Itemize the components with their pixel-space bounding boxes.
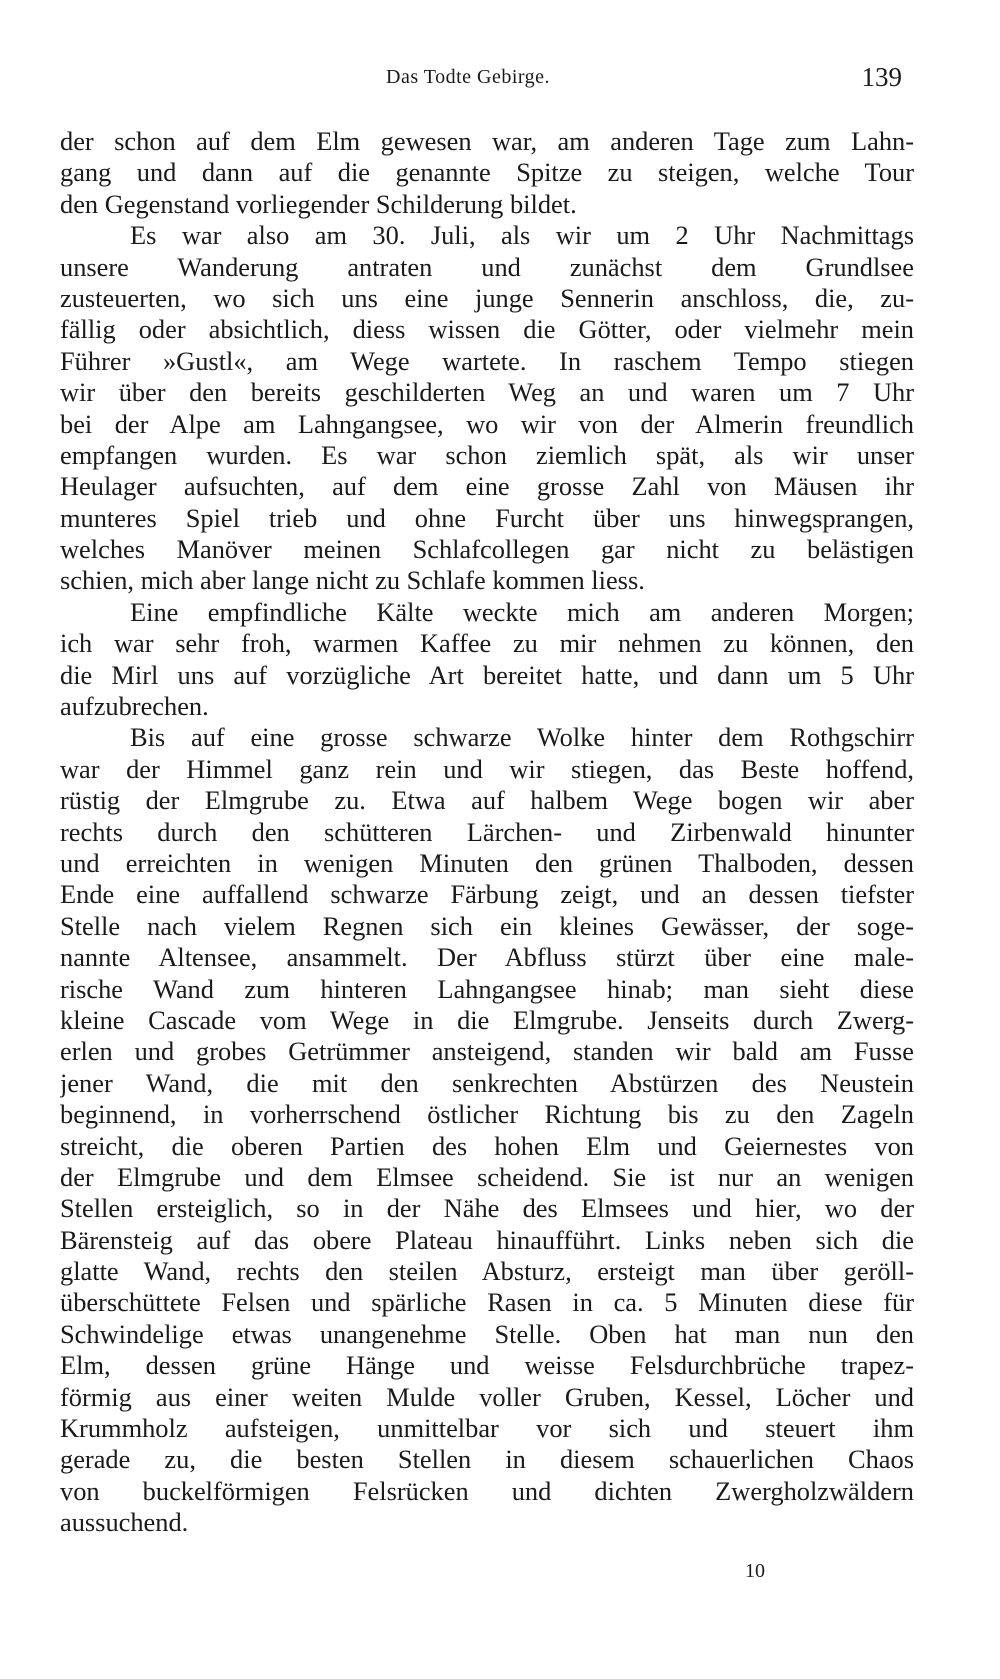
text-line: Ende eine auffallend schwarze Färbung zeigt, und an dessen tiefster: [60, 879, 914, 910]
text-line: förmig aus einer weiten Mulde voller Gruben, Kessel, Löcher und: [60, 1381, 914, 1412]
text-line: rechts durch den schütteren Lärchen- und Zirbenwald hinunter: [60, 816, 914, 847]
text-line: Stelle nach vielem Regnen sich ein kleines Gewässer, der soge-: [60, 910, 914, 941]
text-line: kleine Cascade vom Wege in die Elmgrube. Jenseits durch Zwerg-: [60, 1004, 914, 1035]
page-number: 139: [861, 62, 902, 92]
text-line: bei der Alpe am Lahngangsee, wo wir von der Almerin freundlich: [60, 408, 914, 439]
text-line: war der Himmel ganz rein und wir stiegen, das Beste hoffend,: [60, 753, 914, 784]
text-line: die Mirl uns auf vorzügliche Art bereitet hatte, und dann um 5 Uhr: [60, 659, 914, 690]
text-line: rüstig der Elmgrube zu. Etwa auf halbem Wege bogen wir aber: [60, 785, 914, 816]
text-line: glatte Wand, rechts den steilen Absturz, ersteigt man über geröll-: [60, 1256, 914, 1287]
text-line: ich war sehr froh, warmen Kaffee zu mir nehmen zu können, den: [60, 628, 914, 659]
text-line: fällig oder absichtlich, diess wissen die Götter, oder vielmehr mein: [60, 314, 914, 345]
text-line: Es war also am 30. Juli, als wir um 2 Uhr Nachmittags: [130, 220, 914, 251]
text-line: erlen und grobes Getrümmer ansteigend, standen wir bald am Fusse: [60, 1036, 914, 1067]
text-line: wir über den bereits geschilderten Weg an und waren um 7 Uhr: [60, 377, 914, 408]
signature-mark: 10: [745, 1560, 765, 1582]
text-line: Bärensteig auf das obere Plateau hinaufführt. Links neben sich die: [60, 1224, 914, 1255]
text-line: jener Wand, die mit den senkrechten Abstürzen des Neustein: [60, 1067, 914, 1098]
text-line: Heulager aufsuchten, auf dem eine grosse Zahl von Mäusen ihr: [60, 471, 914, 502]
body-text: [60, 126, 914, 1539]
text-line: gang und dann auf die genannte Spitze zu steigen, welche Tour: [60, 157, 914, 188]
text-line: der Elmgrube und dem Elmsee scheidend. Sie ist nur an wenigen: [60, 1161, 914, 1192]
text-line: Krummholz aufsteigen, unmittelbar vor sich und steuert ihm: [60, 1413, 914, 1444]
text-line: aufzubrechen.: [60, 691, 209, 722]
text-line: Schwindelige etwas unangenehme Stelle. Oben hat man nun den: [60, 1318, 914, 1349]
text-line: Eine empfindliche Kälte weckte mich am anderen Morgen;: [130, 596, 914, 627]
text-line: welches Manöver meinen Schlafcollegen gar nicht zu belästigen: [60, 534, 914, 565]
text-line: streicht, die oberen Partien des hohen Elm und Geiernestes von: [60, 1130, 914, 1161]
text-line: gerade zu, die besten Stellen in diesem schauerlichen Chaos: [60, 1444, 914, 1475]
text-line: rische Wand zum hinteren Lahngangsee hinab; man sieht diese: [60, 973, 914, 1004]
text-line: Bis auf eine grosse schwarze Wolke hinter dem Rothgschirr: [130, 722, 914, 753]
text-line: den Gegenstand vorliegender Schilderung bildet.: [60, 188, 577, 219]
text-line: der schon auf dem Elm gewesen war, am anderen Tage zum Lahn-: [60, 126, 914, 156]
text-line: empfangen wurden. Es war schon ziemlich spät, als wir unser: [60, 439, 914, 470]
text-line: Stellen ersteiglich, so in der Nähe des Elmsees und hier, wo der: [60, 1193, 914, 1224]
text-line: unsere Wanderung antraten und zunächst dem Grundlsee: [60, 251, 914, 282]
text-line: und erreichten in wenigen Minuten den grünen Thalboden, dessen: [60, 847, 914, 878]
text-line: aussuchend.: [60, 1507, 189, 1538]
text-line: Führer »Gustl«, am Wege wartete. In raschem Tempo stiegen: [60, 345, 914, 376]
text-line: zusteuerten, wo sich uns eine junge Sennerin anschloss, die, zu-: [60, 282, 914, 313]
text-line: von buckelförmigen Felsrücken und dichten Zwergholzwäldern: [60, 1475, 914, 1506]
text-line: nannte Altensee, ansammelt. Der Abfluss stürzt über eine male-: [60, 942, 914, 973]
text-line: Elm, dessen grüne Hänge und weisse Felsdurchbrüche trapez-: [60, 1350, 914, 1381]
text-line: überschüttete Felsen und spärliche Rasen in ca. 5 Minuten diese für: [60, 1287, 914, 1318]
text-line: beginnend, in vorherrschend östlicher Richtung bis zu den Zageln: [60, 1099, 914, 1130]
text-line: munteres Spiel trieb und ohne Furcht über uns hinwegsprangen,: [60, 502, 914, 533]
text-line: schien, mich aber lange nicht zu Schlafe kommen liess.: [60, 565, 645, 596]
running-title: Das Todte Gebirge.: [386, 66, 551, 88]
